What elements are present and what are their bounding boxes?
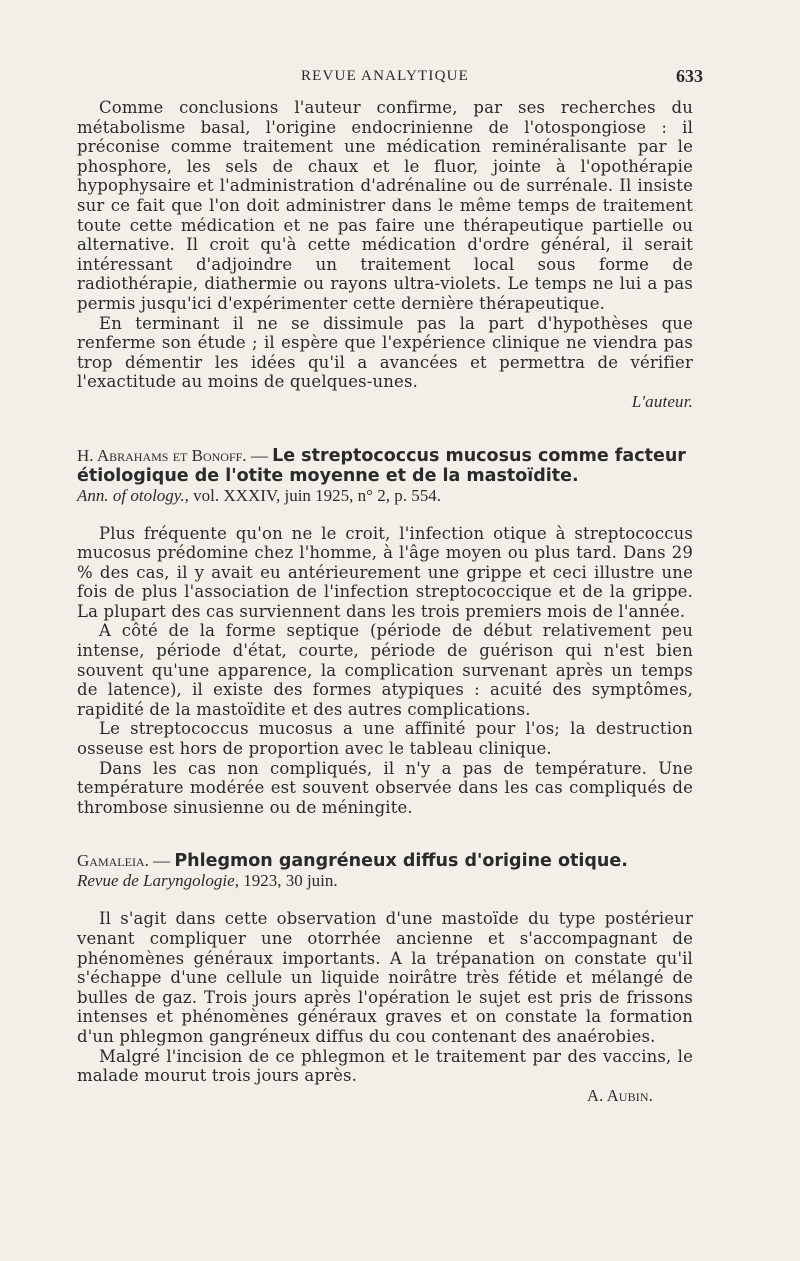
- abstract-paragraph-closing: [77, 1047, 693, 1086]
- entry-heading: [77, 851, 693, 891]
- abstract-paragraph: A côté de la forme septique (période de début relativement peu intense, période d'état, courte, période de guérison qui n'est bien souvent qu'une apparence, la complication survenant après un temps de latence), il existe des formes atypiques : acuité des symptômes, rapidité de la mastoïdite et des autres complications.: [77, 621, 693, 719]
- page-number: 633: [676, 66, 703, 86]
- signature-line: [77, 392, 693, 412]
- abstract-paragraph-closing: [77, 314, 693, 392]
- entry-heading: [77, 446, 693, 506]
- journal-name: Ann. of otology.: [77, 485, 185, 505]
- abstract-paragraph: Plus fréquente qu'on ne le croit, l'infection otique à streptococcus mucosus prédomine chez l'homme, à l'âge moyen ou plus tard. Dans 29 % des cas, il y avait eu antérieurement une grippe et ceci illustre une fois de plus l'association de l'infection streptococcique et de la grippe. La plupart des cas surviennent dans les trois premiers mois de l'année.: [77, 523, 693, 621]
- running-title: REVUE ANALYTIQUE: [300, 68, 470, 84]
- journal-page: [77, 62, 703, 1105]
- heading-dash: —: [246, 445, 273, 465]
- abstract-paragraph: Comme conclusions l'auteur confirme, par ses recherches du métabolisme basal, l'origine endocrinienne de l'otospongiose : il préconise comme traitement une médication reminéralisante par le phosphore, les sels de chaux et le fluor, jointe à l'opothérapie hypophysaire et l'administration d'adrénaline ou de surrénale. Il insiste sur ce fait que l'on doit administrer dans le même temps de traitement toute cette médication et ne pas faire une thérapeutique partielle ou alternative. Il croit qu'à cette médication d'ordre général, il serait intéressant d'adjoindre un traitement local sous forme de radiothérapie, diathermie ou rayons ultra-violets. Le temps ne lui a pas permis jusqu'ici d'expérimenter cette dernière thérapeutique.: [77, 98, 693, 313]
- abstract-paragraph: Dans les cas non compliqués, il n'y a pas de température. Une température modérée est souvent observée dans les cas compliqués de thrombose sinusienne ou de méningite.: [77, 758, 693, 817]
- citation-details: , 1923, 30 juin.: [234, 871, 338, 891]
- closing-text: En terminant il ne se dissimule pas la part d'hypothèses que renferme son étude ; il espère que l'expérience clinique ne viendra pas trop démentir les idées qu'il a avancées et permettra de vérifier l'exactitude au moins de quelques-unes.: [77, 313, 693, 392]
- entry-title: Phlegmon gangréneux diffus d'origine otique.: [174, 851, 628, 872]
- heading-dash: —: [148, 851, 175, 871]
- signature-line: [77, 1086, 693, 1106]
- closing-text: Malgré l'incision de ce phlegmon et le traitement par des vaccins, le malade mourut trois jours après.: [77, 1046, 693, 1086]
- abstract-paragraph: Il s'agit dans cette observation d'une mastoïde du type postérieur venant compliquer une otorrhée ancienne et s'accompagnant de phénomènes généraux importants. A la trépanation on constate qu'il s'échappe d'une cellule un liquide noirâtre très fétide et mélangé de bulles de gaz. Trois jours après l'opération le sujet est pris de frissons intenses et phénomènes généraux graves et on constate la formation d'un phlegmon gangréneux diffus du cou contenant des anaérobies.: [77, 909, 693, 1046]
- entry-authors: Gamaleia.: [77, 851, 149, 871]
- citation-details: , vol. XXXIV, juin 1925, n° 2, p. 554.: [184, 485, 441, 505]
- journal-name: Revue de Laryngologie: [77, 871, 235, 891]
- entry-authors: H. Abrahams et Bonoff.: [77, 445, 247, 465]
- signature: L'auteur.: [631, 391, 693, 411]
- abstract-paragraph: Le streptococcus mucosus a une affinité pour l'os; la destruction osseuse est hors de proportion avec le tableau clinique.: [77, 719, 693, 759]
- signature: A. Aubin.: [587, 1085, 653, 1105]
- running-head: [77, 62, 703, 90]
- entry-title: Le streptococcus mucosus comme facteur étiologique de l'otite moyenne et de la mastoïdite.: [77, 445, 686, 486]
